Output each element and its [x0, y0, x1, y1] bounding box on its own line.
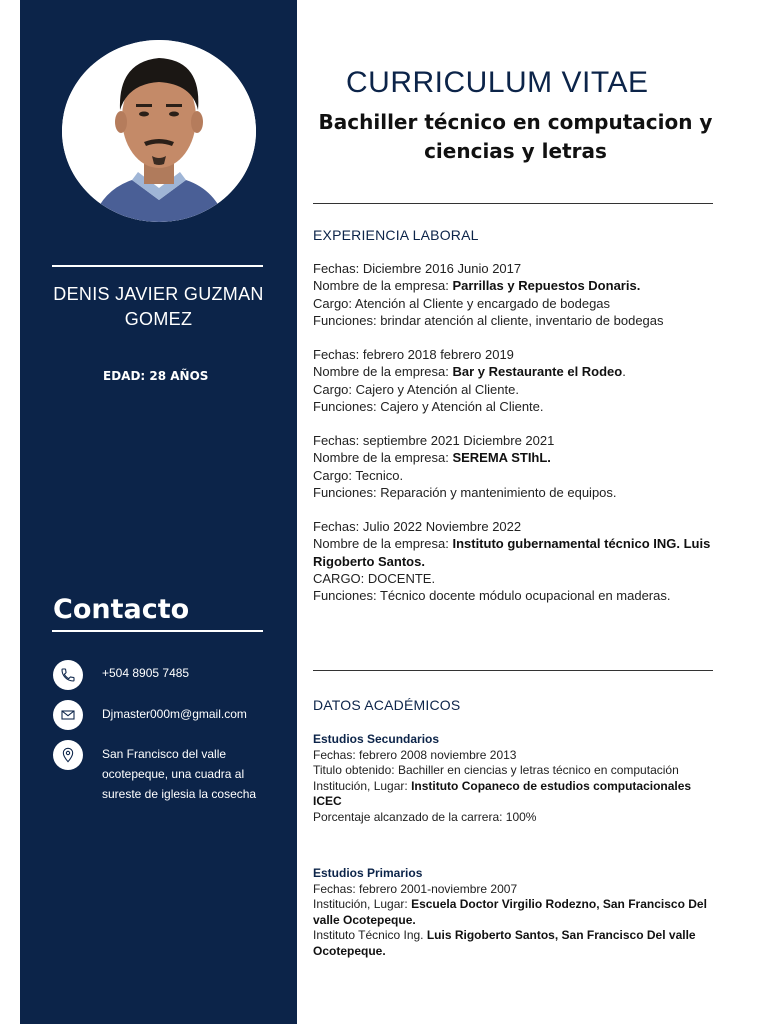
phone-icon [53, 660, 83, 690]
mail-icon [53, 700, 83, 730]
secondary-studies: Estudios Secundarios Fechas: febrero 2008 noviembre 2013 Titulo obtenido: Bachiller en ciencias y letras técnico en computación Institución, Lugar: Instituto Copaneco de estudios computacionales ICEC Porcentaje alcanzado de la carrera: 100% [313, 732, 692, 824]
address-text: San Francisco del valle ocotepeque, una cuadra al sureste de iglesia la cosecha [102, 747, 257, 801]
candidate-age: EDAD: 28 AÑOS [103, 369, 209, 383]
job-entry: Fechas: Julio 2022 Noviembre 2022 Nombre de la empresa: Instituto gubernamental técnico ING. Luis Rigoberto Santos. CARGO: DOCENTE. Funciones: Técnico docente módulo ocupacional en maderas. [313, 519, 711, 604]
experience-divider [313, 670, 713, 671]
phone-text: +504 8905 7485 [102, 666, 190, 680]
candidate-name: DENIS JAVIER GUZMAN GOMEZ [53, 284, 264, 329]
contact-divider [52, 630, 263, 632]
primary-studies: Estudios Primarios Fechas: febrero 2001-noviembre 2007 Institución, Lugar: Escuela Doctor Virgilio Rodezno, San Francisco Del valle Ocotepeque. Instituto Técnico Ing. Luis Rigoberto Santos, San Francisco Del valle Ocotepeque. [313, 866, 707, 958]
page-subtitle: Bachiller técnico en computacion y ciencias y letras [318, 110, 713, 163]
page-title: CURRICULUM VITAE [346, 66, 649, 99]
job-entry: Fechas: Diciembre 2016 Junio 2017 Nombre de la empresa: Parrillas y Repuestos Donaris. Cargo: Atención al Cliente y encargado de bodegas Funciones: brindar atención al cliente, inventario de bodegas [313, 261, 664, 328]
profile-photo [62, 40, 256, 222]
experience-heading: EXPERIENCIA LABORAL [313, 227, 479, 243]
sidebar [20, 0, 297, 1024]
name-divider [52, 265, 263, 267]
location-pin-icon [53, 740, 83, 770]
header-divider [313, 203, 713, 204]
job-entry: Fechas: septiembre 2021 Diciembre 2021 Nombre de la empresa: SEREMA STIhL. Cargo: Tecnico. Funciones: Reparación y mantenimiento de equipos. [313, 433, 617, 500]
contact-heading: Contacto [53, 594, 190, 625]
academic-heading: DATOS ACADÉMICOS [313, 697, 461, 713]
email-text: Djmaster000m@gmail.com [102, 707, 247, 721]
job-entry: Fechas: febrero 2018 febrero 2019 Nombre de la empresa: Bar y Restaurante el Rodeo. Cargo: Cajero y Atención al Cliente. Funciones: Cajero y Atención al Cliente. [313, 347, 626, 414]
